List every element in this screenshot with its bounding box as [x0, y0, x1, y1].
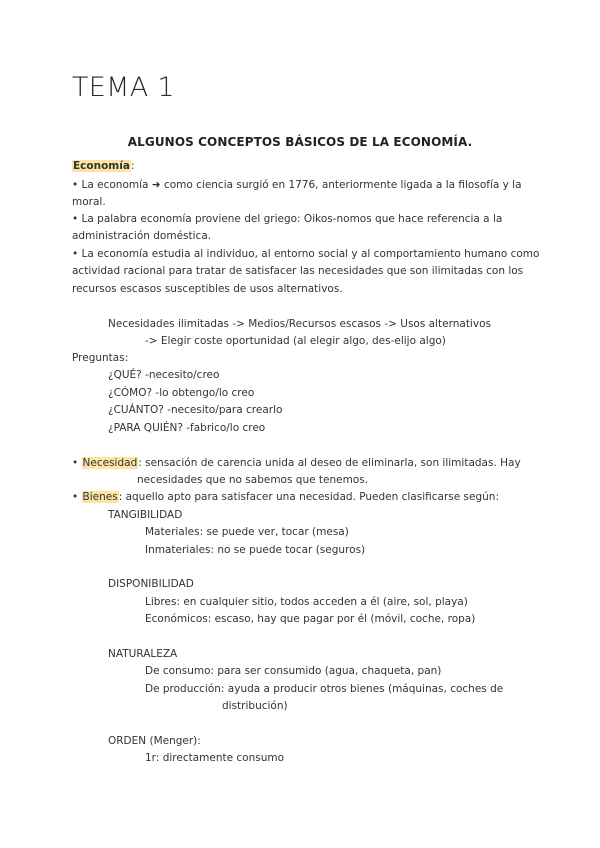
- tangibilidad-label: TANGIBILIDAD: [108, 509, 183, 521]
- pregunta-como: ¿CÓMO? -lo obtengo/lo creo: [108, 387, 255, 399]
- disponibilidad-label: DISPONIBILIDAD: [108, 578, 194, 590]
- economia-heading-line: [72, 158, 134, 175]
- naturaleza-label: NATURALEZA: [108, 648, 178, 660]
- tangibilidad-inmateriales: Inmateriales: no se puede tocar (seguros): [145, 544, 366, 556]
- tangibilidad-materiales: Materiales: se puede ver, tocar (mesa): [145, 526, 349, 538]
- economia-bullet-1-line-2: moral.: [72, 196, 106, 208]
- naturaleza-consumo: De consumo: para ser consumido (agua, chaqueta, pan): [145, 665, 442, 677]
- disponibilidad-libres: Libres: en cualquier sitio, todos acceden a él (aire, sol, playa): [145, 596, 468, 608]
- section-heading: ALGUNOS CONCEPTOS BÁSICOS DE LA ECONOMÍA.: [127, 135, 473, 149]
- economia-bullet-3-line-1: • La economía estudia al individuo, al entorno social y al comportamiento humano como: [72, 248, 540, 260]
- pregunta-cuanto: ¿CUÁNTO? -necesito/para crearlo: [108, 404, 283, 416]
- bienes-term: Bienes: [82, 491, 118, 503]
- flow-line-2: -> Elegir coste oportunidad (al elegir algo, des-elijo algo): [145, 335, 446, 347]
- bienes-definition: : aquello apto para satisfacer una necesidad. Pueden clasificarse según:: [118, 491, 499, 503]
- bienes-line: [72, 489, 499, 506]
- economia-colon: :: [130, 160, 135, 172]
- pregunta-que: ¿QUÉ? -necesito/creo: [108, 369, 220, 381]
- flow-line-1: Necesidades ilimitadas -> Medios/Recursos escasos -> Usos alternativos: [108, 318, 491, 330]
- orden-primer: 1r: directamente consumo: [145, 752, 285, 764]
- preguntas-label: Preguntas:: [72, 352, 129, 364]
- orden-label: ORDEN (Menger):: [108, 735, 201, 747]
- naturaleza-produccion-line-2: distribución): [222, 700, 288, 712]
- economia-bullet-2-line-1: • La palabra economía proviene del griego: Oikos-nomos que hace referencia a la: [72, 213, 503, 225]
- necesidad-line-2: necesidades que no sabemos que tenemos.: [137, 474, 369, 486]
- economia-bullet-2-line-2: administración doméstica.: [72, 230, 212, 242]
- page-title: TEMA 1: [72, 72, 175, 103]
- economia-bullet-3-line-2: actividad racional para tratar de satisfacer las necesidades que son ilimitadas con los: [72, 265, 524, 277]
- economia-bullet-3-line-3: recursos escasos susceptibles de usos alternativos.: [72, 283, 343, 295]
- necesidad-line-1: [72, 455, 521, 472]
- pregunta-para-quien: ¿PARA QUIÉN? -fabrico/lo creo: [108, 422, 266, 434]
- economia-term: Economía: [73, 160, 130, 172]
- disponibilidad-economicos: Económicos: escaso, hay que pagar por él (móvil, coche, ropa): [145, 613, 476, 625]
- bienes-bullet: •: [72, 491, 82, 503]
- necesidad-definition: : sensación de carencia unida al deseo de eliminarla, son ilimitadas. Hay: [138, 457, 521, 469]
- naturaleza-produccion-line-1: De producción: ayuda a producir otros bienes (máquinas, coches de: [145, 683, 504, 695]
- necesidad-term: Necesidad: [82, 457, 138, 469]
- economia-bullet-1-line-1: • La economía ➜ como ciencia surgió en 1776, anteriormente ligada a la filosofía y la: [72, 179, 522, 191]
- necesidad-bullet: •: [72, 457, 82, 469]
